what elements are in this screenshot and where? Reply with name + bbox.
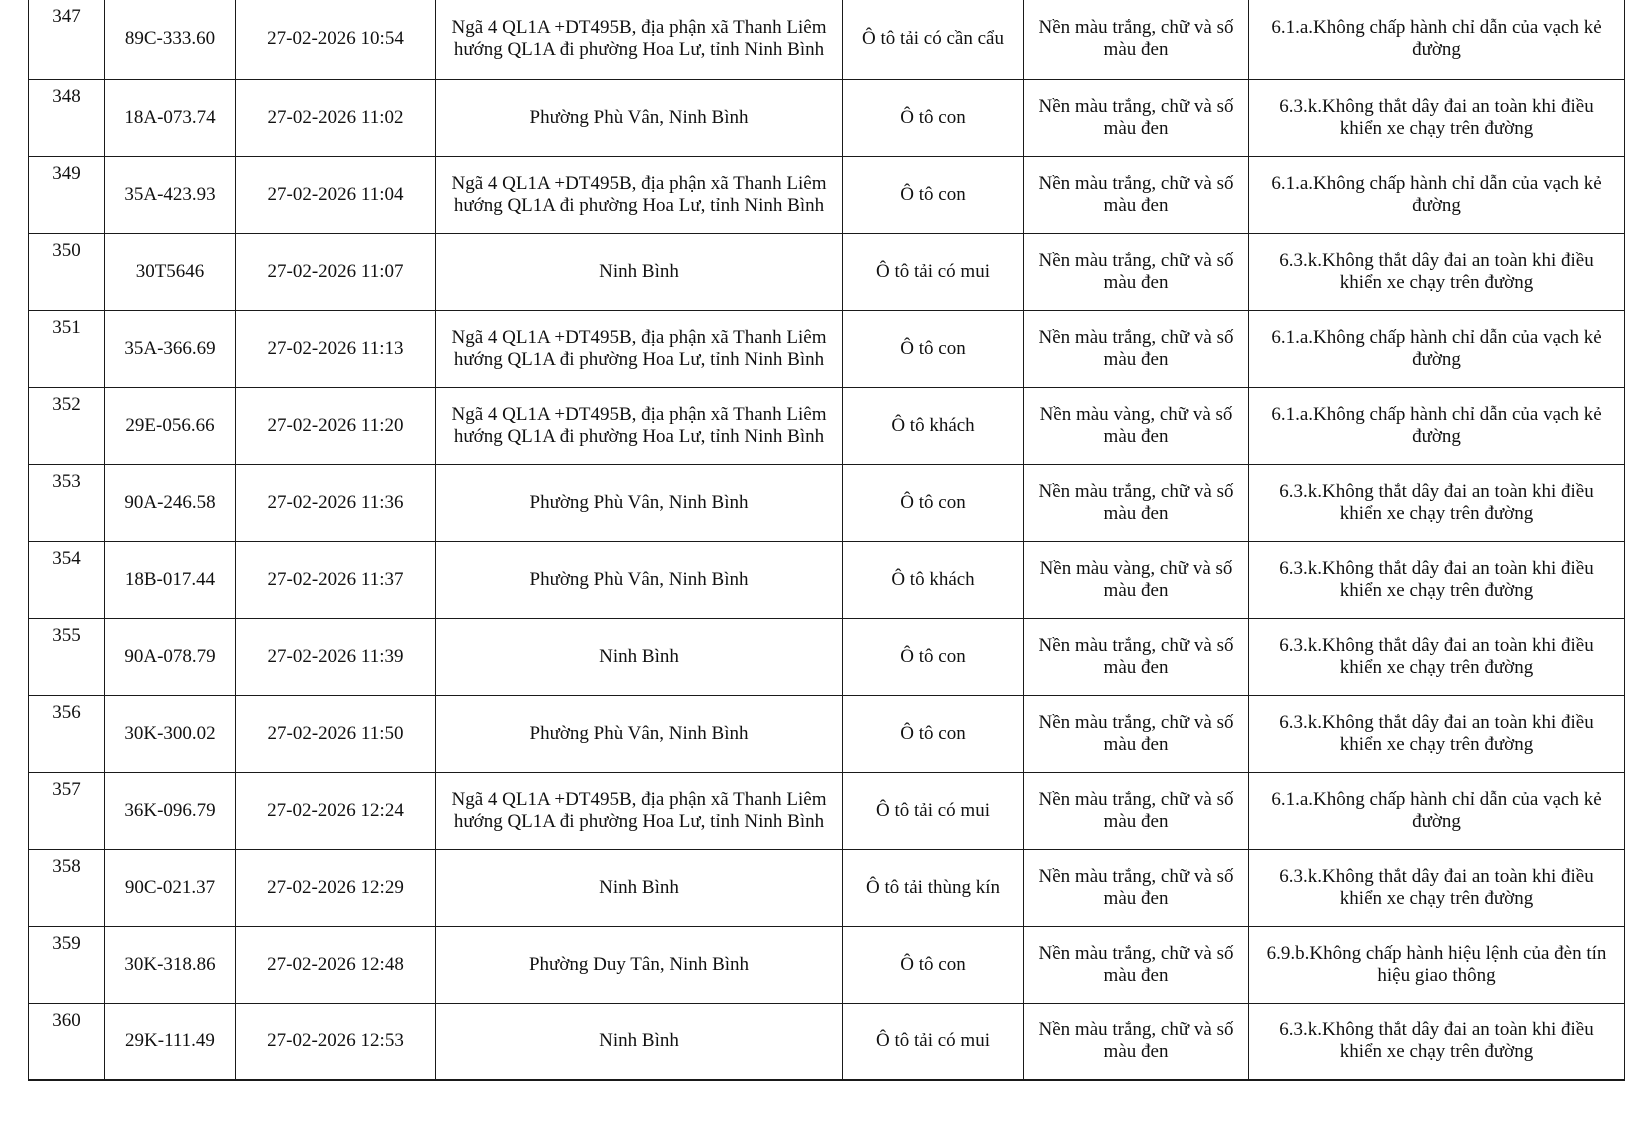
- table-row: [29, 618, 1625, 695]
- license-plate: 30K-318.86: [105, 926, 236, 1003]
- plate-color: Nền màu vàng, chữ và số màu đen: [1024, 541, 1249, 618]
- table-row: [29, 79, 1625, 156]
- violation-time: 27-02-2026 11:37: [236, 541, 436, 618]
- violation-description: 6.9.b.Không chấp hành hiệu lệnh của đèn tín hiệu giao thông: [1249, 926, 1625, 1003]
- vehicle-type: Ô tô khách: [843, 541, 1024, 618]
- license-plate: 35A-423.93: [105, 156, 236, 233]
- violation-location: Phường Phù Vân, Ninh Bình: [436, 79, 843, 156]
- violation-description: 6.1.a.Không chấp hành chỉ dẫn của vạch kẻ đường: [1249, 310, 1625, 387]
- license-plate: 18A-073.74: [105, 79, 236, 156]
- violation-location: Phường Phù Vân, Ninh Bình: [436, 695, 843, 772]
- plate-color: Nền màu vàng, chữ và số màu đen: [1024, 387, 1249, 464]
- violation-location: Ngã 4 QL1A +DT495B, địa phận xã Thanh Liêm hướng QL1A đi phường Hoa Lư, tỉnh Ninh Bình: [436, 310, 843, 387]
- row-number: 353: [29, 464, 105, 541]
- table-row: [29, 156, 1625, 233]
- violation-description: 6.3.k.Không thắt dây đai an toàn khi điều khiển xe chạy trên đường: [1249, 233, 1625, 310]
- violation-time: 27-02-2026 12:53: [236, 1003, 436, 1080]
- violation-time: 27-02-2026 12:29: [236, 849, 436, 926]
- vehicle-type: Ô tô tải có cần cẩu: [843, 0, 1024, 79]
- row-number: 359: [29, 926, 105, 1003]
- plate-color: Nền màu trắng, chữ và số màu đen: [1024, 695, 1249, 772]
- vehicle-type: Ô tô tải có mui: [843, 233, 1024, 310]
- row-number: 354: [29, 541, 105, 618]
- violation-location: Ninh Bình: [436, 618, 843, 695]
- violation-location: Ngã 4 QL1A +DT495B, địa phận xã Thanh Liêm hướng QL1A đi phường Hoa Lư, tỉnh Ninh Bình: [436, 387, 843, 464]
- row-number: 356: [29, 695, 105, 772]
- violation-location: Phường Phù Vân, Ninh Bình: [436, 541, 843, 618]
- vehicle-type: Ô tô tải có mui: [843, 772, 1024, 849]
- vehicle-type: Ô tô con: [843, 156, 1024, 233]
- row-number: 351: [29, 310, 105, 387]
- violation-time: 27-02-2026 11:02: [236, 79, 436, 156]
- plate-color: Nền màu trắng, chữ và số màu đen: [1024, 1003, 1249, 1080]
- vehicle-type: Ô tô con: [843, 618, 1024, 695]
- row-number: 358: [29, 849, 105, 926]
- violation-description: 6.3.k.Không thắt dây đai an toàn khi điều khiển xe chạy trên đường: [1249, 541, 1625, 618]
- violation-time: 27-02-2026 12:48: [236, 926, 436, 1003]
- violation-location: Ninh Bình: [436, 1003, 843, 1080]
- license-plate: 29K-111.49: [105, 1003, 236, 1080]
- table-row: [29, 310, 1625, 387]
- row-number: 347: [29, 0, 105, 79]
- vehicle-type: Ô tô khách: [843, 387, 1024, 464]
- plate-color: Nền màu trắng, chữ và số màu đen: [1024, 156, 1249, 233]
- violation-time: 27-02-2026 12:24: [236, 772, 436, 849]
- license-plate: 36K-096.79: [105, 772, 236, 849]
- violation-time: 27-02-2026 11:13: [236, 310, 436, 387]
- table-row: [29, 772, 1625, 849]
- plate-color: Nền màu trắng, chữ và số màu đen: [1024, 772, 1249, 849]
- violation-description: 6.3.k.Không thắt dây đai an toàn khi điều khiển xe chạy trên đường: [1249, 849, 1625, 926]
- plate-color: Nền màu trắng, chữ và số màu đen: [1024, 0, 1249, 79]
- plate-color: Nền màu trắng, chữ và số màu đen: [1024, 233, 1249, 310]
- plate-color: Nền màu trắng, chữ và số màu đen: [1024, 926, 1249, 1003]
- violation-time: 27-02-2026 11:04: [236, 156, 436, 233]
- license-plate: 90A-246.58: [105, 464, 236, 541]
- license-plate: 30T5646: [105, 233, 236, 310]
- table-row: [29, 849, 1625, 926]
- row-number: 348: [29, 79, 105, 156]
- table-row: [29, 1003, 1625, 1080]
- table-row: [29, 387, 1625, 464]
- violation-location: Ninh Bình: [436, 849, 843, 926]
- plate-color: Nền màu trắng, chữ và số màu đen: [1024, 618, 1249, 695]
- violation-time: 27-02-2026 11:39: [236, 618, 436, 695]
- row-number: 360: [29, 1003, 105, 1080]
- violation-description: 6.1.a.Không chấp hành chỉ dẫn của vạch kẻ đường: [1249, 387, 1625, 464]
- violation-time: 27-02-2026 11:50: [236, 695, 436, 772]
- violations-table-container: [28, 0, 1624, 1081]
- license-plate: 35A-366.69: [105, 310, 236, 387]
- license-plate: 29E-056.66: [105, 387, 236, 464]
- license-plate: 89C-333.60: [105, 0, 236, 79]
- violation-location: Phường Duy Tân, Ninh Bình: [436, 926, 843, 1003]
- plate-color: Nền màu trắng, chữ và số màu đen: [1024, 79, 1249, 156]
- vehicle-type: Ô tô con: [843, 926, 1024, 1003]
- license-plate: 18B-017.44: [105, 541, 236, 618]
- row-number: 357: [29, 772, 105, 849]
- violation-description: 6.1.a.Không chấp hành chỉ dẫn của vạch kẻ đường: [1249, 0, 1625, 79]
- license-plate: 90C-021.37: [105, 849, 236, 926]
- table-row: [29, 541, 1625, 618]
- violation-description: 6.1.a.Không chấp hành chỉ dẫn của vạch kẻ đường: [1249, 156, 1625, 233]
- table-row: [29, 0, 1625, 79]
- violation-description: 6.3.k.Không thắt dây đai an toàn khi điều khiển xe chạy trên đường: [1249, 1003, 1625, 1080]
- violation-description: 6.3.k.Không thắt dây đai an toàn khi điều khiển xe chạy trên đường: [1249, 79, 1625, 156]
- violation-time: 27-02-2026 10:54: [236, 0, 436, 79]
- license-plate: 90A-078.79: [105, 618, 236, 695]
- license-plate: 30K-300.02: [105, 695, 236, 772]
- vehicle-type: Ô tô con: [843, 310, 1024, 387]
- table-row: [29, 926, 1625, 1003]
- vehicle-type: Ô tô tải có mui: [843, 1003, 1024, 1080]
- violation-location: Ngã 4 QL1A +DT495B, địa phận xã Thanh Liêm hướng QL1A đi phường Hoa Lư, tỉnh Ninh Bình: [436, 156, 843, 233]
- violation-time: 27-02-2026 11:36: [236, 464, 436, 541]
- violation-location: Phường Phù Vân, Ninh Bình: [436, 464, 843, 541]
- violations-table: [28, 0, 1625, 1081]
- violation-location: Ngã 4 QL1A +DT495B, địa phận xã Thanh Liêm hướng QL1A đi phường Hoa Lư, tỉnh Ninh Bình: [436, 772, 843, 849]
- row-number: 349: [29, 156, 105, 233]
- violation-time: 27-02-2026 11:07: [236, 233, 436, 310]
- violation-time: 27-02-2026 11:20: [236, 387, 436, 464]
- table-row: [29, 233, 1625, 310]
- row-number: 350: [29, 233, 105, 310]
- plate-color: Nền màu trắng, chữ và số màu đen: [1024, 849, 1249, 926]
- vehicle-type: Ô tô con: [843, 464, 1024, 541]
- vehicle-type: Ô tô tải thùng kín: [843, 849, 1024, 926]
- table-row: [29, 464, 1625, 541]
- plate-color: Nền màu trắng, chữ và số màu đen: [1024, 464, 1249, 541]
- violation-description: 6.3.k.Không thắt dây đai an toàn khi điều khiển xe chạy trên đường: [1249, 695, 1625, 772]
- violation-description: 6.1.a.Không chấp hành chỉ dẫn của vạch kẻ đường: [1249, 772, 1625, 849]
- vehicle-type: Ô tô con: [843, 79, 1024, 156]
- violation-location: Ngã 4 QL1A +DT495B, địa phận xã Thanh Liêm hướng QL1A đi phường Hoa Lư, tỉnh Ninh Bình: [436, 0, 843, 79]
- row-number: 352: [29, 387, 105, 464]
- violation-location: Ninh Bình: [436, 233, 843, 310]
- plate-color: Nền màu trắng, chữ và số màu đen: [1024, 310, 1249, 387]
- violation-description: 6.3.k.Không thắt dây đai an toàn khi điều khiển xe chạy trên đường: [1249, 464, 1625, 541]
- vehicle-type: Ô tô con: [843, 695, 1024, 772]
- table-row: [29, 695, 1625, 772]
- row-number: 355: [29, 618, 105, 695]
- violation-description: 6.3.k.Không thắt dây đai an toàn khi điều khiển xe chạy trên đường: [1249, 618, 1625, 695]
